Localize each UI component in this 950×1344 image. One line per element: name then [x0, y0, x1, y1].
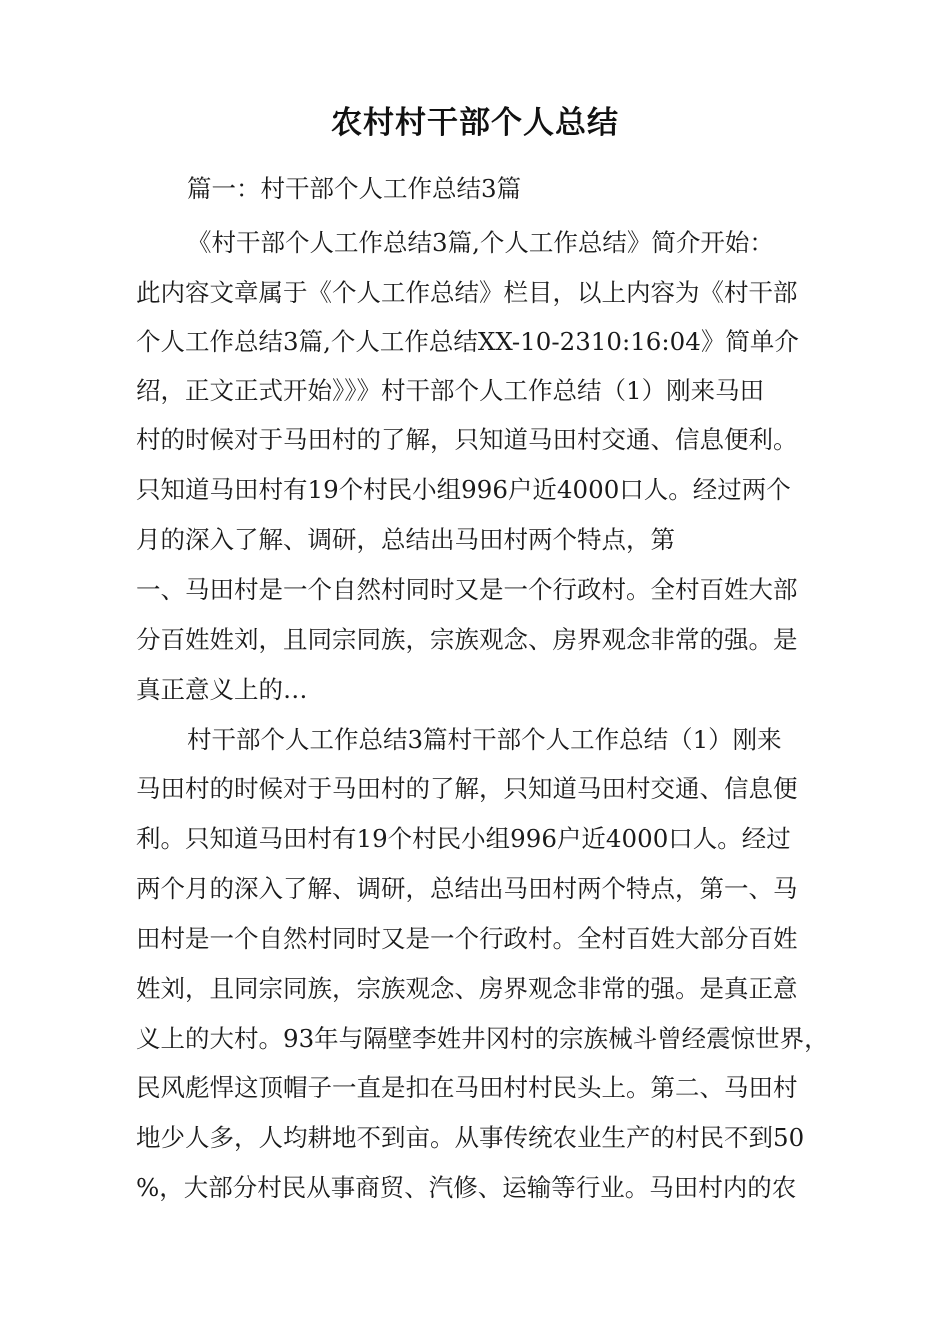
paragraph-line: 只知道马田村有19个村民小组996户近4000口人。经过两个 — [136, 475, 791, 504]
paragraph-line: 一、马田村是一个自然村同时又是一个行政村。全村百姓大部 — [136, 575, 798, 604]
paragraph-line: 马田村的时候对于马田村的了解，只知道马田村交通、信息便 — [136, 774, 798, 803]
paragraph-line: 村干部个人工作总结3篇村干部个人工作总结（1）刚来 — [187, 725, 782, 754]
paragraph-line: 田村是一个自然村同时又是一个行政村。全村百姓大部分百姓 — [136, 924, 798, 953]
paragraph-line: %，大部分村民从事商贸、汽修、运输等行业。马田村内的农 — [136, 1173, 797, 1202]
paragraph-line: 地少人多，人均耕地不到亩。从事传统农业生产的村民不到50 — [136, 1123, 805, 1152]
paragraph-line: 姓刘，且同宗同族，宗族观念、房界观念非常的强。是真正意 — [136, 974, 798, 1003]
paragraph-line: 月的深入了解、调研，总结出马田村两个特点，第 — [136, 525, 675, 554]
paragraph-line: 此内容文章属于《个人工作总结》栏目，以上内容为《村干部 — [136, 278, 798, 307]
document-title: 农村村干部个人总结 — [331, 105, 619, 141]
paragraph-line: 两个月的深入了解、调研，总结出马田村两个特点，第一、马 — [136, 874, 798, 903]
section-heading: 篇一：村干部个人工作总结3篇 — [187, 174, 522, 203]
paragraph-line: 绍，正文正式开始》》》村干部个人工作总结（1）刚来马田 — [136, 376, 765, 405]
paragraph-line: 村的时候对于马田村的了解，只知道马田村交通、信息便利。 — [136, 425, 798, 454]
paragraph-line: 真正意义上的… — [136, 675, 308, 704]
paragraph-line: 个人工作总结3篇,个人工作总结XX-10-2310:16:04》简单介 — [136, 327, 799, 356]
paragraph-line: 《村干部个人工作总结3篇,个人工作总结》简介开始： — [187, 228, 774, 257]
paragraph-line: 利。只知道马田村有19个村民小组996户近4000口人。经过 — [136, 824, 791, 853]
paragraph-line: 义上的大村。93年与隔壁李姓井冈村的宗族械斗曾经震惊世界， — [136, 1024, 829, 1053]
paragraph-line: 民风彪悍这顶帽子一直是扣在马田村村民头上。第二、马田村 — [136, 1073, 798, 1102]
paragraph-line: 分百姓姓刘，且同宗同族，宗族观念、房界观念非常的强。是 — [136, 625, 798, 654]
